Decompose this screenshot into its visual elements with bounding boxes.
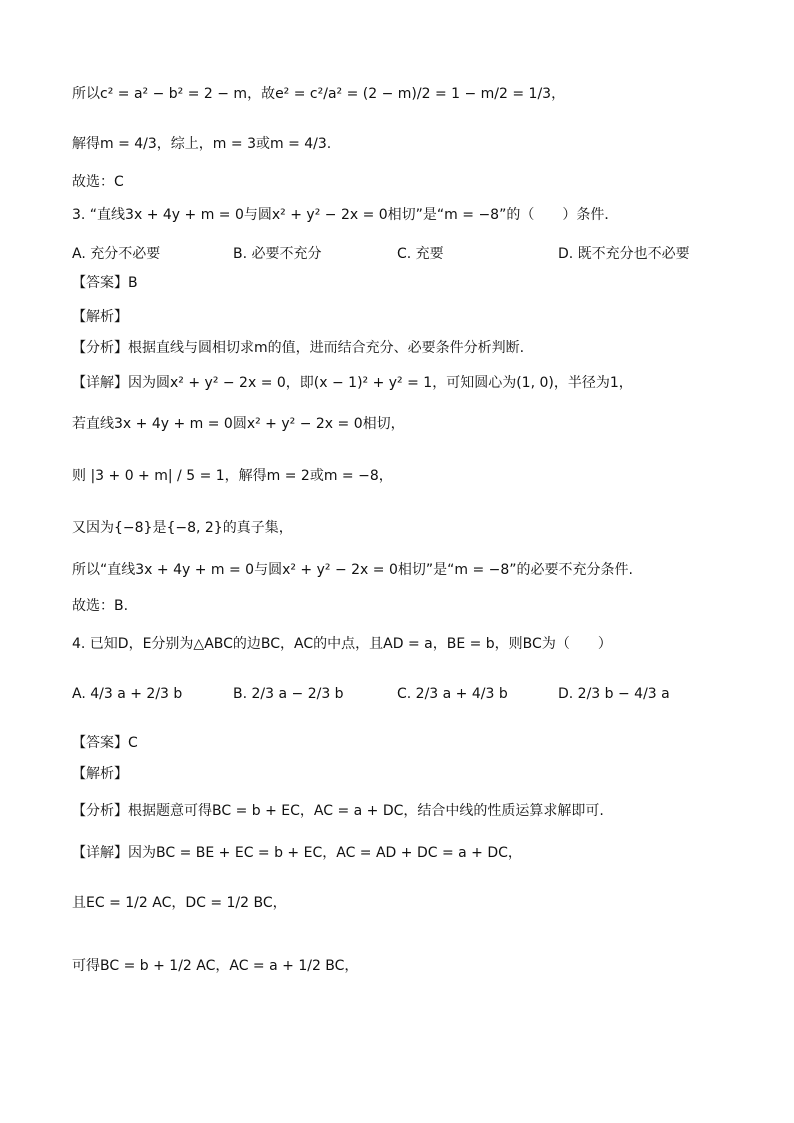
q3-option-c: C. 充要: [397, 246, 444, 262]
q4-option-d: D. 2/3 b − 4/3 a: [558, 686, 670, 702]
text-line: 所以“直线3x + 4y + m = 0与圆x² + y² − 2x = 0相切”是“m = −8”的必要不充分条件.: [72, 562, 633, 578]
answer-label: 【答案】C: [72, 735, 138, 751]
q4-option-b: B. 2/3 a − 2/3 b: [233, 686, 344, 702]
analysis-text: 【分析】根据题意可得BC = b + EC，AC = a + DC，结合中线的性质运算求解即可.: [72, 803, 604, 819]
text-line: 又因为{−8}是{−8, 2}的真子集，: [72, 520, 293, 536]
text-line: 故选：C: [72, 174, 124, 190]
text-line: 则 |3 + 0 + m| / 5 = 1，解得m = 2或m = −8，: [72, 468, 393, 484]
text-line: 且EC = 1/2 AC，DC = 1/2 BC，: [72, 895, 287, 911]
text-line: 所以c² = a² − b² = 2 − m，故e² = c²/a² = (2 − m)/2 = 1 − m/2 = 1/3，: [72, 86, 566, 102]
question-3-stem: 3. “直线3x + 4y + m = 0与圆x² + y² − 2x = 0相切”是“m = −8”的（ ）条件．: [72, 207, 619, 223]
analysis-text: 【分析】根据直线与圆相切求m的值，进而结合充分、必要条件分析判断.: [72, 340, 525, 356]
detail-text: 【详解】因为圆x² + y² − 2x = 0，即(x − 1)² + y² = 1，可知圆心为(1, 0)，半径为1，: [72, 375, 633, 391]
text-line: 解得m = 4/3，综上，m = 3或m = 4/3.: [72, 136, 332, 152]
q3-option-d: D. 既不充分也不必要: [558, 246, 690, 262]
detail-text: 【详解】因为BC = BE + EC = b + EC，AC = AD + DC = a + DC，: [72, 845, 522, 861]
text-line: 故选：B.: [72, 598, 129, 614]
analysis-label: 【解析】: [72, 309, 128, 325]
q4-option-a: A. 4/3 a + 2/3 b: [72, 686, 183, 702]
q3-option-b: B. 必要不充分: [233, 246, 322, 262]
answer-label: 【答案】B: [72, 275, 138, 291]
analysis-label: 【解析】: [72, 766, 128, 782]
question-4-stem: 4. 已知D，E分别为△ABC的边BC，AC的中点，且AD = a，BE = b，则BC为（ ）: [72, 636, 612, 652]
q4-option-c: C. 2/3 a + 4/3 b: [397, 686, 508, 702]
text-line: 若直线3x + 4y + m = 0圆x² + y² − 2x = 0相切，: [72, 416, 405, 432]
q3-option-a: A. 充分不必要: [72, 246, 161, 262]
text-line: 可得BC = b + 1/2 AC，AC = a + 1/2 BC，: [72, 958, 359, 974]
